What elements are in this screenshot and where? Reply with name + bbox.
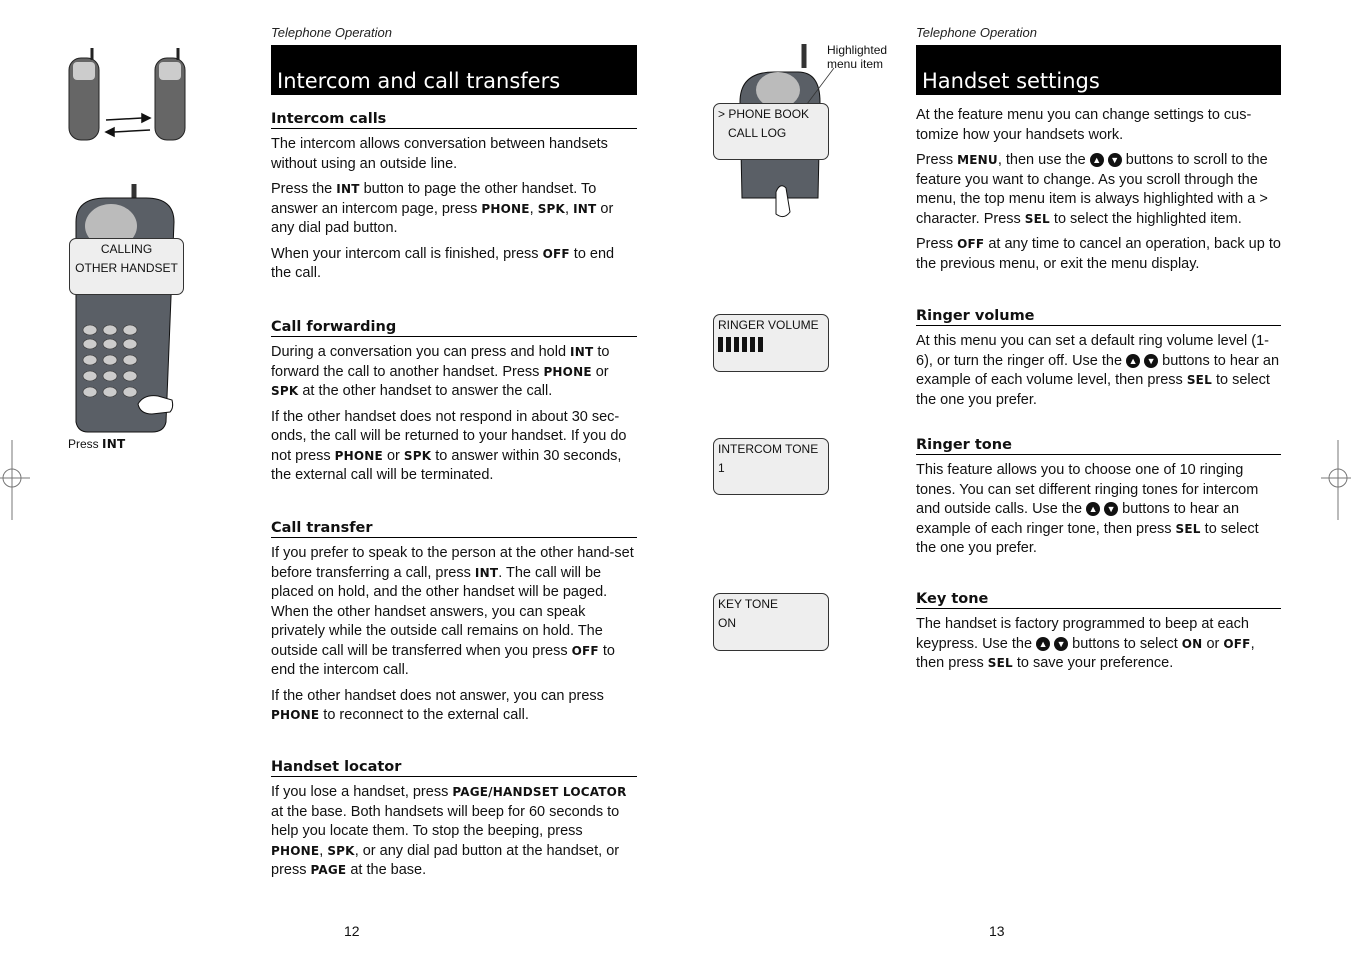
paragraph: When your intercom call is finished, press OFF to end the call. <box>271 245 615 281</box>
section-call-forwarding <box>271 319 637 486</box>
section-intro <box>916 106 1281 274</box>
lcd-line-1: KEY TONE <box>718 597 779 611</box>
section-key-tone <box>916 591 1281 674</box>
lcd-line-2: CALL LOG <box>728 126 787 140</box>
section-heading: Ringer tone <box>916 437 1281 455</box>
page-title-right: Handset settings <box>916 45 1281 95</box>
paragraph: If you lose a handset, press PAGE/HANDSET LOCATOR at the base. Both handsets will beep for 60 seconds to help you locate them. To stop the beeping, press PHONE, SPK, or any dial pad button at the handset, or press PAGE at the base. <box>271 784 627 878</box>
down-arrow-icon: ▼ <box>1104 502 1118 516</box>
page-number-right: 13 <box>989 923 1005 939</box>
running-head-left: Telephone Operation <box>271 25 392 40</box>
paragraph: If you prefer to speak to the person at the other hand-set before transferring a call, press INT. The call will be placed on hold, and the other handset will be paged. When the other handset answers, you can speak privately while the outside call remains on hold. The outside call will be transferred when you press OFF to end the intercom call. <box>271 545 634 678</box>
section-heading: Call forwarding <box>271 319 637 337</box>
lcd-intercom-tone-screen <box>713 438 829 495</box>
handset-icon <box>155 48 185 140</box>
lcd-line-2: 1 <box>718 461 725 475</box>
lcd-line-1: > PHONE BOOK <box>718 107 810 121</box>
section-heading: Call transfer <box>271 520 637 538</box>
lcd-line-2: OTHER HANDSET <box>75 261 178 275</box>
page-number-left: 12 <box>344 923 360 939</box>
paragraph: Press the INT button to page the other handset. To answer an intercom page, press PHONE, SPK, INT or any dial pad button. <box>271 181 614 236</box>
registration-mark-right <box>1321 440 1351 520</box>
lcd-line-1: INTERCOM TONE <box>718 442 819 456</box>
lcd-key-tone-screen <box>713 593 829 651</box>
callout-label: Highlighted menu item <box>827 43 888 71</box>
section-ringer-volume <box>916 308 1281 410</box>
paragraph: This feature allows you to choose one of 10 ringing tones. You can set different ringing tones for intercom and outside calls. Use the ▲ ▼ buttons to hear an example of each ringer tone, then press SEL to select the one you prefer. <box>916 462 1259 556</box>
paragraph: If the other handset does not answer, you can press PHONE to reconnect to the external call. <box>271 687 604 723</box>
figure-caption: Press INT <box>68 437 126 451</box>
volume-bar <box>750 337 755 352</box>
up-arrow-icon: ▲ <box>1086 502 1100 516</box>
down-arrow-icon: ▼ <box>1108 153 1122 167</box>
lcd-calling-screen <box>69 238 184 295</box>
paragraph: The handset is factory programmed to beep at each keypress. Use the ▲ ▼ buttons to select ON or OFF, then press SEL to save your preference. <box>916 616 1255 671</box>
section-ringer-tone <box>916 437 1281 559</box>
registration-mark-left <box>0 440 30 520</box>
paragraph: Press OFF at any time to cancel an operation, back up to the previous menu, or exit the menu display. <box>916 236 1281 272</box>
page-title-left: Intercom and call transfers <box>271 45 637 95</box>
paragraph: If the other handset does not respond in about 30 sec-onds, the call will be returned to your handset. If you do not press PHONE or SPK to answer within 30 seconds, the external call will be terminated. <box>271 408 627 483</box>
volume-bar <box>718 337 723 352</box>
section-call-transfer <box>271 520 637 726</box>
down-arrow-icon: ▼ <box>1144 354 1158 368</box>
section-heading: Intercom calls <box>271 111 637 129</box>
lcd-line-1: RINGER VOLUME <box>718 318 819 332</box>
handset-icon <box>69 48 99 140</box>
up-arrow-icon: ▲ <box>1126 354 1140 368</box>
volume-bar <box>758 337 763 352</box>
section-heading: Handset locator <box>271 759 637 777</box>
up-arrow-icon: ▲ <box>1036 637 1050 651</box>
volume-bar <box>734 337 739 352</box>
up-arrow-icon: ▲ <box>1090 153 1104 167</box>
paragraph: The intercom allows conversation between handsets without using an outside line. <box>271 136 608 172</box>
down-arrow-icon: ▼ <box>1054 637 1068 651</box>
volume-bar <box>742 337 747 352</box>
handset-illustration <box>66 182 184 437</box>
lcd-menu-screen <box>713 103 829 160</box>
paragraph: At the feature menu you can change settings to cus-tomize how your handsets work. <box>916 107 1252 143</box>
section-heading: Key tone <box>916 591 1281 609</box>
section-intercom-calls <box>271 111 637 284</box>
transfer-arrows-icon <box>106 114 150 136</box>
lcd-line-2: ON <box>718 616 736 630</box>
handset-pair-illustration <box>62 48 192 143</box>
lcd-line-1: CALLING <box>100 242 153 256</box>
volume-bar <box>726 337 731 352</box>
pointing-hand-icon <box>138 396 173 414</box>
paragraph: At this menu you can set a default ring volume level (1-6), or turn the ringer off. Use the ▲ ▼ buttons to hear an example of each volume level, then press SEL to select the one you prefer. <box>916 333 1280 408</box>
running-head-right: Telephone Operation <box>916 25 1037 40</box>
volume-level-bars <box>718 335 828 358</box>
paragraph: Press MENU, then use the ▲ ▼ buttons to scroll to the feature you want to change. As you scroll through the menu, the top menu item is always highlighted with a > character. Press SEL to select the highlighted item. <box>916 152 1268 227</box>
paragraph: During a conversation you can press and hold INT to forward the call to another handset. Press PHONE or SPK at the other handset to answer the call. <box>271 344 610 399</box>
section-handset-locator <box>271 759 637 881</box>
section-heading: Ringer volume <box>916 308 1281 326</box>
lcd-ringer-volume-screen <box>713 314 829 372</box>
